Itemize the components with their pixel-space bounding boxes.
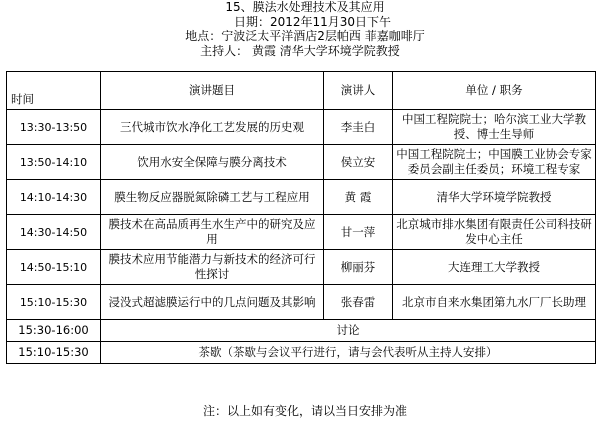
- session-venue: 地点：宁波泛太平洋酒店2层帕西 菲嘉咖啡厅: [185, 29, 425, 43]
- row-time: 15:10-15:30: [7, 285, 101, 320]
- table-row: [7, 180, 596, 215]
- row-speaker: 侯立安: [324, 145, 393, 180]
- row-time: 14:10-14:30: [7, 180, 101, 215]
- row-speaker: 黄 霞: [324, 180, 393, 215]
- row-speaker: 张春雷: [324, 285, 393, 320]
- table-header-row: [7, 72, 596, 110]
- row-unit: 大连理工大学教授: [393, 250, 596, 285]
- session-title: 15、膜法水处理技术及其应用: [225, 0, 385, 14]
- header-title: 演讲题目: [101, 72, 324, 110]
- row-title: 饮用水安全保障与膜分离技术: [101, 145, 324, 180]
- agenda-header: [0, 0, 600, 58]
- row-speaker: 李圭白: [324, 110, 393, 145]
- row-title: 浸没式超滤膜运行中的几点问题及其影响: [101, 285, 324, 320]
- schedule-table: [6, 71, 596, 364]
- tea-break-row: [7, 342, 596, 364]
- table-row: [7, 285, 596, 320]
- discussion-row: [7, 320, 596, 342]
- row-time: 13:50-14:10: [7, 145, 101, 180]
- row-unit: 北京城市排水集团有限责任公司科技研发中心主任: [393, 215, 596, 250]
- row-time: 14:30-14:50: [7, 215, 101, 250]
- footnote: 注：以上如有变化，请以当日安排为准: [202, 404, 407, 418]
- row-unit: 北京市自来水集团第九水厂厂长助理: [393, 285, 596, 320]
- row-time: 14:50-15:10: [7, 250, 101, 285]
- row-speaker: 甘一萍: [324, 215, 393, 250]
- row-title: 膜生物反应器脱氮除磷工艺与工程应用: [101, 180, 324, 215]
- table-row: [7, 250, 596, 285]
- session-host: 主持人： 黄霞 清华大学环境学院教授: [200, 43, 400, 58]
- header-time: 时间: [7, 72, 101, 110]
- session-date: 日期：2012年11月30日下午: [233, 14, 392, 29]
- row-title: 膜技术在高品质再生水生产中的研究及应用: [101, 215, 324, 250]
- row-title: 膜技术应用节能潜力与新技术的经济可行性探讨: [101, 250, 324, 285]
- row-unit: 中国工程院院士；中国膜工业协会专家委员会副主任委员；环境工程专家: [393, 145, 596, 180]
- header-unit: 单位 / 职务: [393, 72, 596, 110]
- row-unit: 清华大学环境学院教授: [393, 180, 596, 215]
- row-unit: 中国工程院院士；哈尔滨工业大学教授、博士生导师: [393, 110, 596, 145]
- row-title: 三代城市饮水净化工艺发展的历史观: [101, 110, 324, 145]
- header-speaker: 演讲人: [324, 72, 393, 110]
- table-row: [7, 145, 596, 180]
- tea-break-time: 15:10-15:30: [7, 342, 101, 364]
- table-row: [7, 215, 596, 250]
- table-row: [7, 110, 596, 145]
- row-time: 13:30-13:50: [7, 110, 101, 145]
- discussion-text: 讨论: [101, 320, 596, 342]
- discussion-time: 15:30-16:00: [7, 320, 101, 342]
- row-speaker: 柳丽芬: [324, 250, 393, 285]
- tea-break-text: 茶歇（茶歇与会议平行进行，请与会代表听从主持人安排）: [101, 342, 596, 364]
